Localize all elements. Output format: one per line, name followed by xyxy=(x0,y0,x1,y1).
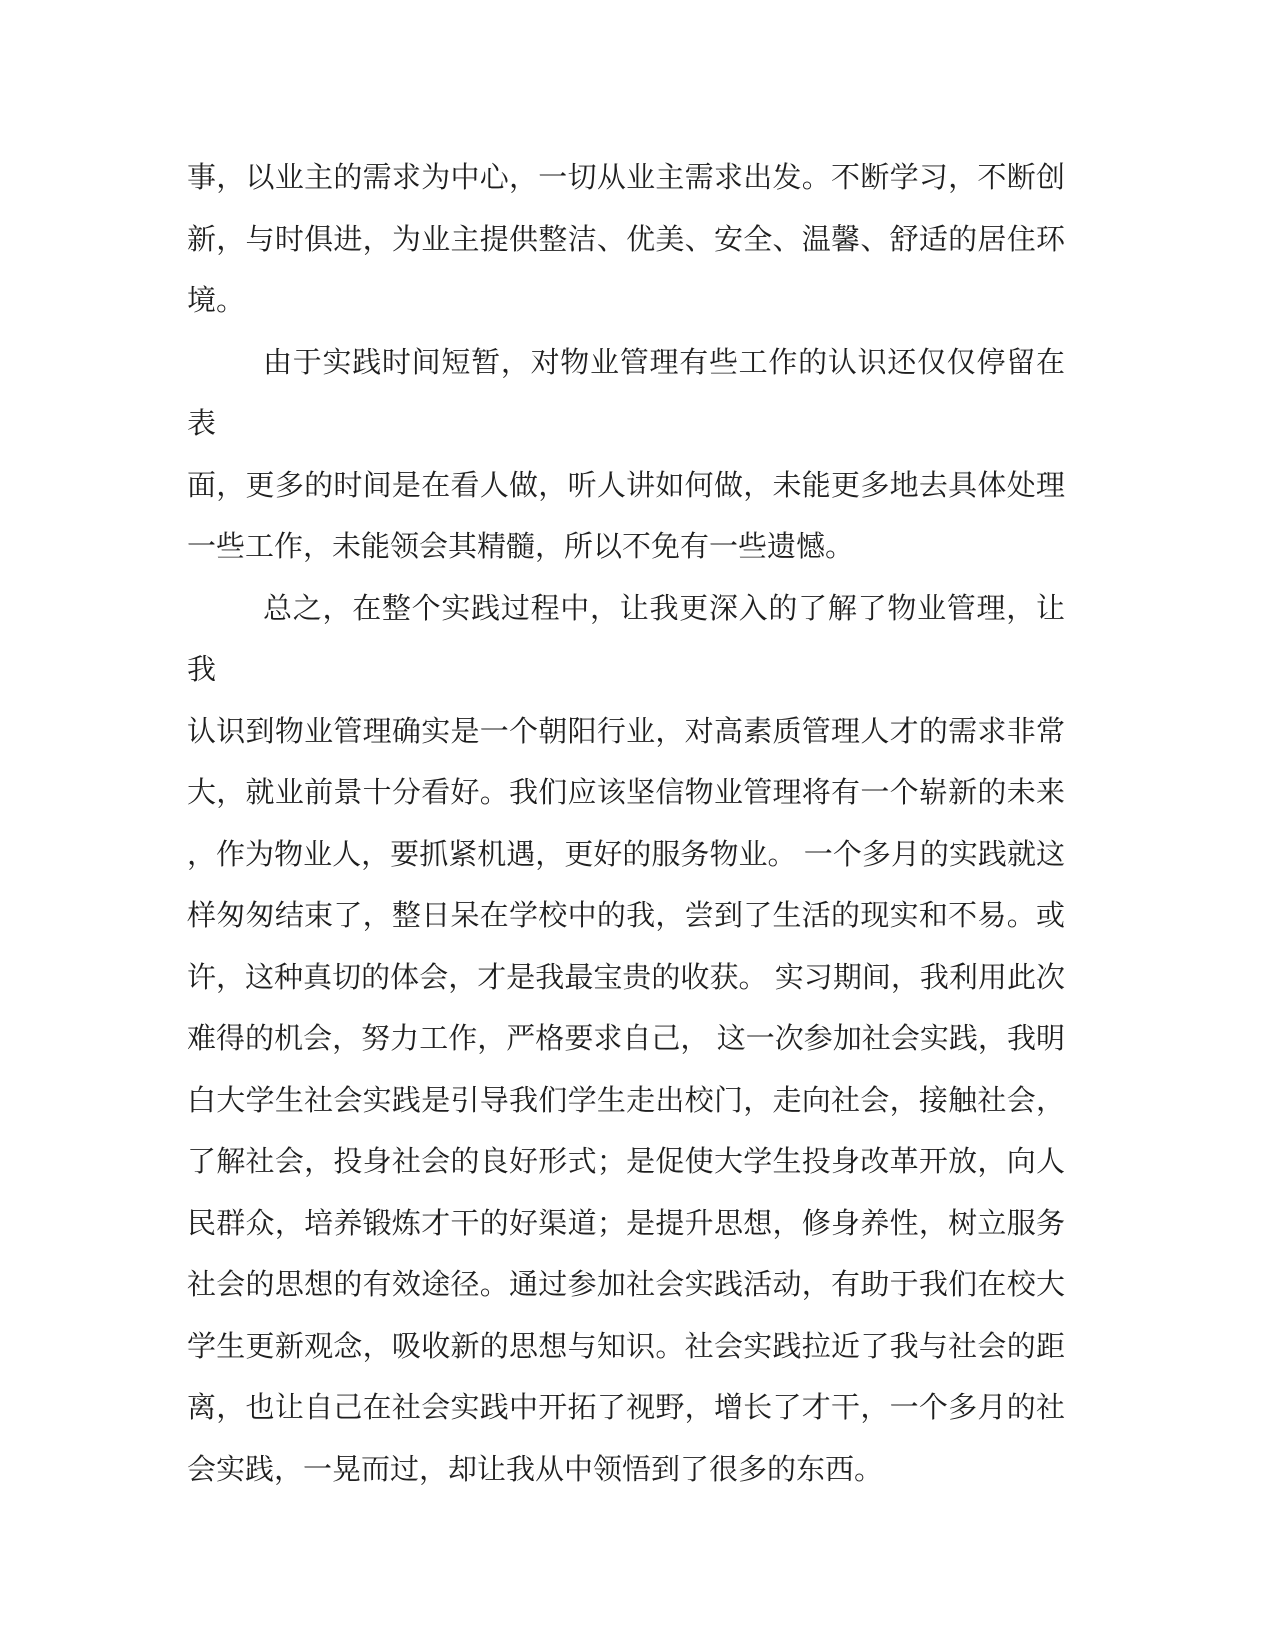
text-line: 难得的机会，努力工作，严格要求自己， 这一次参加社会实践，我明 xyxy=(187,1023,1065,1055)
text-line: 白大学生社会实践是引导我们学生走出校门，走向社会，接触社会， xyxy=(187,1084,1065,1117)
text-line: 面，更多的时间是在看人做，听人讲如何做，未能更多地去具体处理 xyxy=(187,469,1065,502)
text-line: 许，这种真切的体会，才是我最宝贵的收获。 实习期间，我利用此次 xyxy=(187,961,1065,994)
text-line: 由于实践时间短暂，对物业管理有些工作的认识还仅仅停留在表 xyxy=(187,346,1065,440)
text-line: 学生更新观念，吸收新的思想与知识。社会实践拉近了我与社会的距 xyxy=(187,1330,1065,1363)
text-line: 社会的思想的有效途径。通过参加社会实践活动，有助于我们在校大 xyxy=(187,1269,1065,1301)
text-line: 了解社会，投身社会的良好形式；是促使大学生投身改革开放，向人 xyxy=(187,1146,1065,1178)
text-line: 样匆匆结束了，整日呆在学校中的我，尝到了生活的现实和不易。或 xyxy=(187,900,1065,932)
document-text-block xyxy=(187,148,1065,1501)
paragraph-1 xyxy=(187,148,1065,333)
text-line: 民群众，培养锻炼才干的好渠道；是提升思想，修身养性，树立服务 xyxy=(187,1207,1065,1240)
text-line: 会实践，一晃而过，却让我从中领悟到了很多的东西。 xyxy=(187,1453,884,1486)
text-line: 离，也让自己在社会实践中开拓了视野，增长了才干，一个多月的社 xyxy=(187,1392,1065,1424)
text-line: 新，与时俱进，为业主提供整洁、优美、安全、温馨、舒适的居住环 xyxy=(187,223,1065,256)
text-line: ，作为物业人，要抓紧机遇，更好的服务物业。 一个多月的实践就这 xyxy=(187,838,1065,871)
text-line: 境。 xyxy=(187,285,246,317)
paragraph-3 xyxy=(187,579,1065,1502)
text-line: 大，就业前景十分看好。我们应该坚信物业管理将有一个崭新的未来 xyxy=(187,777,1065,809)
text-line: 事，以业主的需求为中心，一切从业主需求出发。不断学习，不断创 xyxy=(187,162,1065,194)
text-line: 总之，在整个实践过程中，让我更深入的了解了物业管理，让我 xyxy=(187,592,1065,686)
paragraph-2 xyxy=(187,333,1065,579)
text-line: 认识到物业管理确实是一个朝阳行业，对高素质管理人才的需求非常 xyxy=(187,715,1065,748)
text-line: 一些工作，未能领会其精髓，所以不免有一些遗憾。 xyxy=(187,531,855,563)
